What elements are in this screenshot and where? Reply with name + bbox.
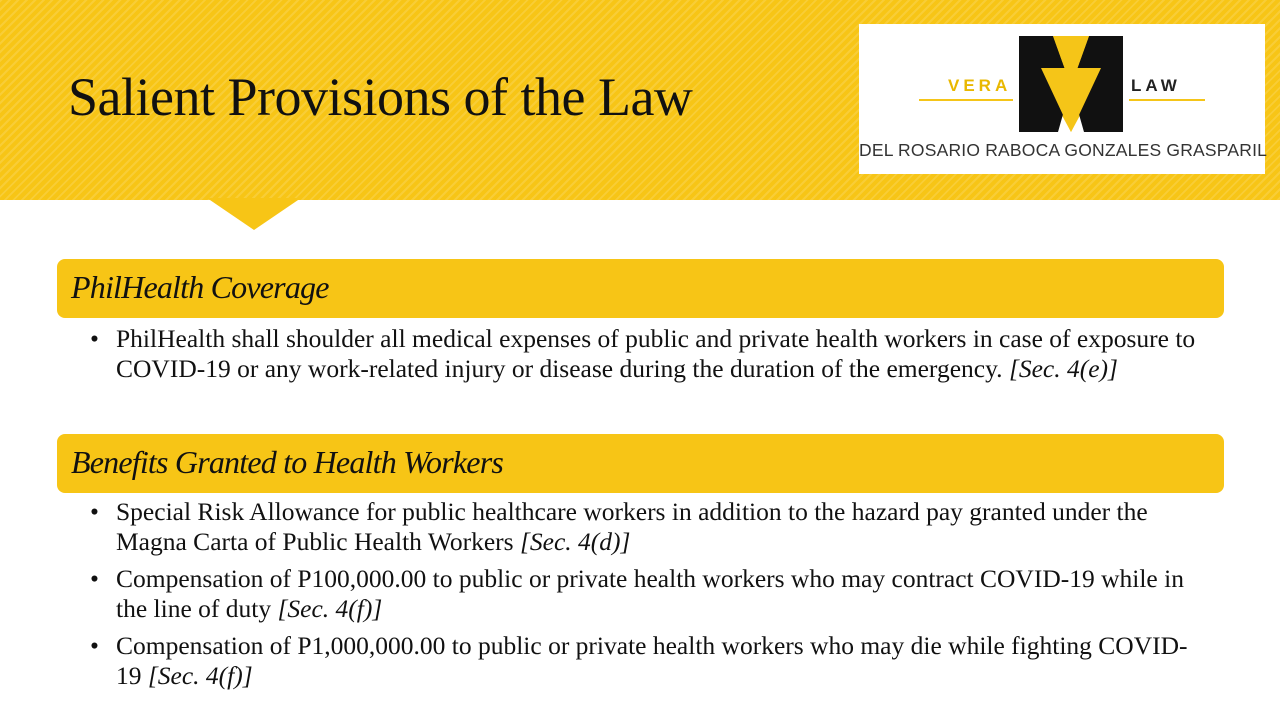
slide-title: Salient Provisions of the Law [68,67,693,127]
section-heading-bar [57,434,1224,493]
bullet-citation: [Sec. 4(d)] [519,527,631,556]
logo-word-vera: VERA [948,76,1012,95]
logo-partner-names: DEL ROSARIO RABOCA GONZALES GRASPARIL [859,140,1268,160]
bullet-dot: • [90,497,99,526]
section-heading-benefits: Benefits Granted to Health Workers [71,444,504,480]
bullet-dot: • [90,324,99,353]
bullet-dot: • [90,564,99,593]
bullet-text: PhilHealth shall shoulder all medical expenses of public and private health workers in case of exposure to COVID-19 or any work-related injury or disease during the duration of the emergency. [116,324,1196,383]
bullet-item [90,497,1200,557]
bullet-citation: [Sec. 4(f)] [277,594,383,623]
bullet-dot: • [90,631,99,660]
bullet-item [90,631,1200,691]
logo-word-law: LAW [1131,76,1181,95]
section-heading-philhealth: PhilHealth Coverage [71,269,329,305]
bullet-text: Special Risk Allowance for public healthcare workers in addition to the hazard pay granted under the Magna Carta of Public Health Workers [116,497,1148,556]
bullet-citation: [Sec. 4(f)] [147,661,253,690]
section-heading-bar [57,259,1224,318]
bullet-item [90,324,1200,384]
bullet-item [90,564,1200,624]
header-pointer [207,198,301,230]
bullet-list-benefits [90,497,1200,698]
bullet-text: Compensation of P100,000.00 to public or private health workers who may contract COVID-19 while in the line of duty [116,564,1184,623]
firm-logo [859,24,1268,174]
bullet-text: Compensation of P1,000,000.00 to public or private health workers who may die while fighting COVID-19 [116,631,1188,690]
bullet-citation: [Sec. 4(e)] [1008,354,1118,383]
bullet-list-philhealth [90,324,1200,384]
